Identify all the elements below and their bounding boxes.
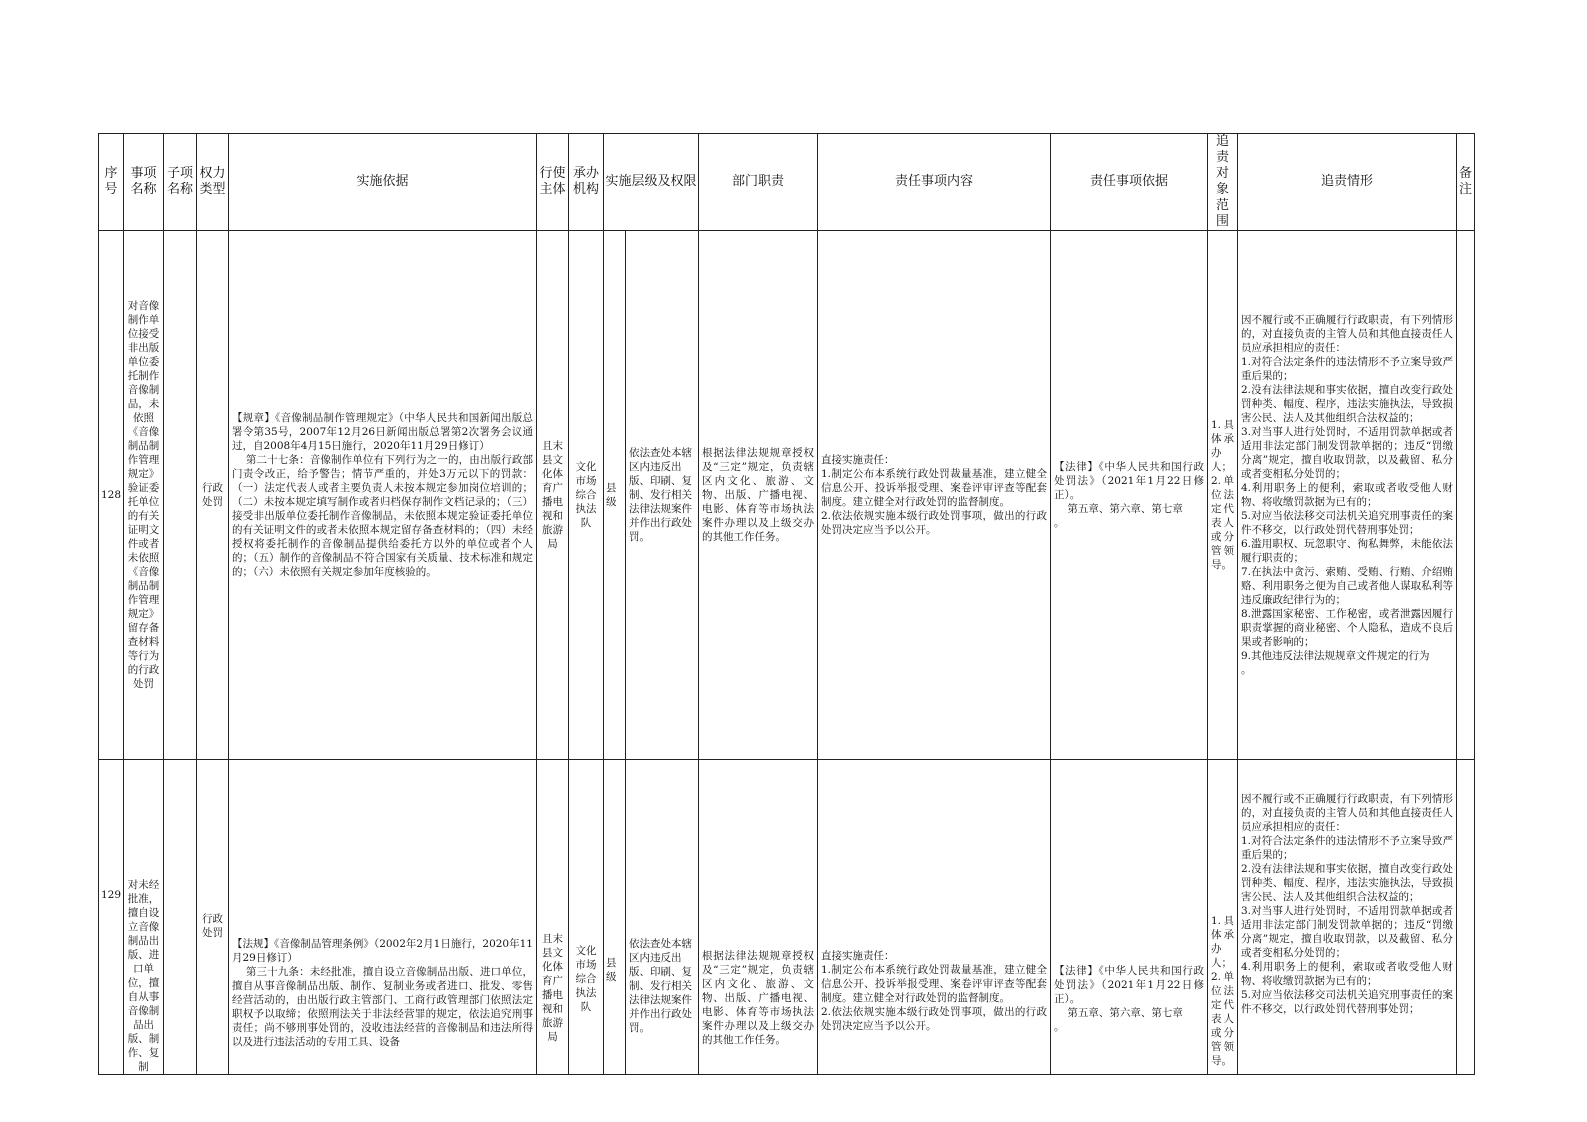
- row-seq: 128: [99, 231, 124, 760]
- header-organ: 承办机构: [569, 134, 604, 231]
- row-resp-basis: 【法律】《中华人民共和国行政处罚法》（2021年1月22日修正）。 第五章、第六章、第七章 。: [1054, 965, 1204, 1033]
- row-basis: 【法规】《音像制品管理条例》（2002年2月1日施行，2020年11月29日修订） 第三十九条：未经批准，擅自设立音像制品出版、进口单位，擅自从事音像制品出版、制作、复制业务或者进口、批发、零售经营活动的，由出版行政主管部门、工商行政管理部门依照法定职权予以取缔；依照刑法关于非法经营罪的规定，依法追究刑事责任；尚不够刑事处罚的，没收违法经营的音像制品和违法所得以及进行违法活动的专用工具、设备: [232, 938, 533, 1048]
- document-sheet: [98, 133, 1474, 1073]
- header-row: [99, 134, 1475, 231]
- row-resp-content: 直接实施责任： 1.制定公布本系统行政处罚裁量基准，建立健全信息公开、投诉举报受理、案卷评审评查等配套制度。建立健全对行政处罚的监督制度。 2.依法依规实施本级行政处罚事项，做出的行政处罚决定应当予以公开。: [821, 950, 1047, 1032]
- row-power-type-cell: [197, 760, 229, 1075]
- header-circumstance: 追责情形: [1238, 134, 1457, 231]
- header-sub-item: 子项名称: [164, 134, 197, 231]
- header-subject: 行使主体: [537, 134, 569, 231]
- row-seq-cell: [99, 760, 124, 1075]
- row-item-name-cell: [124, 760, 164, 1075]
- row-organ-cell: [569, 760, 604, 1075]
- header-scope: 追责对象范围: [1208, 134, 1238, 231]
- header-duty: 部门职责: [699, 134, 818, 231]
- header-basis: 实施依据: [229, 134, 537, 231]
- row-basis: 【规章】《音像制品制作管理规定》（中华人民共和国新闻出版总署令第35号，2007年12月26日新闻出版总署第2次署务会议通过，自2008年4月15日施行，2020年11月29日修订） 第二十七条：音像制作单位有下列行为之一的，由出版行政部门责令改正，给予警告；情节严重的，并处3万元以下的罚款：（一）法定代表人或者主要负责人未按本规定参加岗位培训的；（二）未按本规定填写制作或者归档保存制作文档记录的；（三）接受非出版单位委托制作音像制品，未依照本规定验证委托单位的有关证明文件的或者未依照本规定留存备查材料的；（四）未经授权将委托制作的音像制品提供给委托方以外的单位或者个人的；（五）制作的音像制品不符合国家有关质量、技术标准和规定的；（六）未依照有关规定参加年度核验的。: [229, 231, 537, 760]
- row-duty-cell: [699, 760, 818, 1075]
- row-duty: 根据法律法规规章授权及“三定”规定，负责辖区内文化、旅游、文物、出版、广播电视、电影、体育等市场执法案件办理以及上级交办的其他工作任务。: [699, 231, 818, 760]
- header-remark: 备注: [1457, 134, 1475, 231]
- row-circumstance-cell: [1238, 760, 1457, 1075]
- row-remark: [1457, 231, 1475, 760]
- row-circumstance: 因不履行或不正确履行行政职责，有下列情形的，对直接负责的主管人员和其他直接责任人员应承担相应的责任： 1.对符合法定条件的违法情形不予立案导致严重后果的； 2.没有法律法规和事实依据，擅自改变行政处罚种类、幅度、程序，违法实施执法，导致损害公民、法人及其他组织合法权益的； 3.对当事人进行处罚时，不适用罚款单据或者适用非法定部门制发罚款单据的；违反“罚缴分离”规定，擅自收取罚款，以及截留、私分或者变相私分处罚的； 4.利用职务上的便利，索取或者收受他人财物、将收缴罚款据为已有的； 5.对应当依法移交司法机关追究刑事责任的案件不移交，以行政处罚代替刑事处罚； 6.滥用职权、玩忽职守、徇私舞弊，未能依法履行职责的； 7.在执法中贪污、索贿、受贿、行贿、介绍贿赂、利用职务之便为自己或者他人谋取私利等违反廉政纪律行为的； 8.泄露国家秘密、工作秘密，或者泄露因履行职责掌握的商业秘密、个人隐私，造成不良后果或者影响的； 9.其他违反法律法规规章文件规定的行为 。: [1238, 231, 1457, 760]
- row-power-type: 行政处罚: [197, 231, 229, 760]
- row-resp-content: 直接实施责任： 1.制定公布本系统行政处罚裁量基准，建立健全信息公开、投诉举报受理、案卷评审评查等配套制度。建立健全对行政处罚的监督制度。 2.依法依规实施本级行政处罚事项，做出的行政处罚决定应当予以公开。: [818, 231, 1051, 760]
- header-level: 实施层级及权限: [604, 134, 699, 231]
- row-circumstance: 因不履行或不正确履行行政职责，有下列情形的，对直接负责的主管人员和其他直接责任人员应承担相应的责任： 1.对符合法定条件的违法情形不予立案导致严重后果的； 2.没有法律法规和事实依据，擅自改变行政处罚种类、幅度、程序，违法实施执法，导致损害公民、法人及其他组织合法权益的； 3.对当事人进行处罚时，不适用罚款单据或者适用非法定部门制发罚款单据的；违反“罚缴分离”规定，擅自收取罚款，以及截留、私分或者变相私分处罚的； 4.利用职务上的便利，索取或者收受他人财物、将收缴罚款据为已有的； 5.对应当依法移交司法机关追究刑事责任的案件不移交，以行政处罚代替刑事处罚；: [1241, 793, 1453, 1015]
- row-duty: 根据法律法规规章授权及“三定”规定，负责辖区内文化、旅游、文物、出版、广播电视、电影、体育等市场执法案件办理以及上级交办的其他工作任务。: [702, 950, 814, 1046]
- row-subject-cell: [537, 760, 569, 1075]
- row-scope-cell: [1208, 760, 1238, 1075]
- row-authority: 依法查处本辖区内违反出版、印刷、复制、发行相关法律法规案件并作出行政处罚。: [629, 938, 692, 1034]
- row-level-cell: [604, 760, 699, 1075]
- header-item-name: 事项名称: [124, 134, 164, 231]
- header-resp-basis: 责任事项依据: [1051, 134, 1208, 231]
- table-row: [99, 231, 1475, 760]
- header-resp-content: 责任事项内容: [818, 134, 1051, 231]
- row-organ: 文化市场综合执法队: [569, 231, 604, 760]
- row-authority: 依法查处本辖区内违反出版、印刷、复制、发行相关法律法规案件并作出行政处罚。: [629, 447, 692, 543]
- row-scope: 1.具体承办人； 2.单位法定代表人或分管领导。: [1208, 231, 1238, 760]
- row-resp-basis: 【法律】《中华人民共和国行政处罚法》（2021年1月22日修正）。 第五章、第六章、第七章 。: [1051, 231, 1208, 760]
- row-seq: 129: [100, 889, 122, 901]
- row-level: 县级: [604, 231, 626, 759]
- table-row: [99, 760, 1475, 1075]
- row-level: 县级: [604, 760, 626, 1074]
- header-power-type: 权力类型: [197, 134, 229, 231]
- row-organ: 文化市场综合执法队: [575, 945, 597, 1013]
- row-sub-item: [164, 760, 197, 1075]
- header-seq: 序号: [99, 134, 124, 231]
- row-resp-content-cell: [818, 760, 1051, 1075]
- row-item-name: 对未经批准，擅自设立音像制品出版、进口单位，擅自从事音像制品出版、制作、复制: [127, 879, 160, 1073]
- row-resp-basis-cell: [1051, 760, 1208, 1075]
- row-level-cell: [604, 231, 699, 760]
- row-subject: 且末县文化体育广播电视和旅游局: [537, 231, 569, 760]
- row-item-name: 对音像制作单位接受非出版单位委托制作音像制品，未依照《音像制品制作管理规定》验证委托单位的有关证明文件或者未依照《音像制品制作管理规定》留存备查材料等行为的行政处罚: [124, 231, 164, 760]
- row-power-type: 行政处罚: [202, 913, 223, 939]
- row-remark: [1457, 760, 1475, 1075]
- row-scope: 1.具体承办人； 2.单位法定代表人或分管领导。: [1211, 915, 1234, 1067]
- power-list-table: [98, 133, 1475, 1075]
- row-basis-cell: [229, 760, 537, 1075]
- row-sub-item: [164, 231, 197, 760]
- row-subject: 且末县文化体育广播电视和旅游局: [542, 933, 563, 1043]
